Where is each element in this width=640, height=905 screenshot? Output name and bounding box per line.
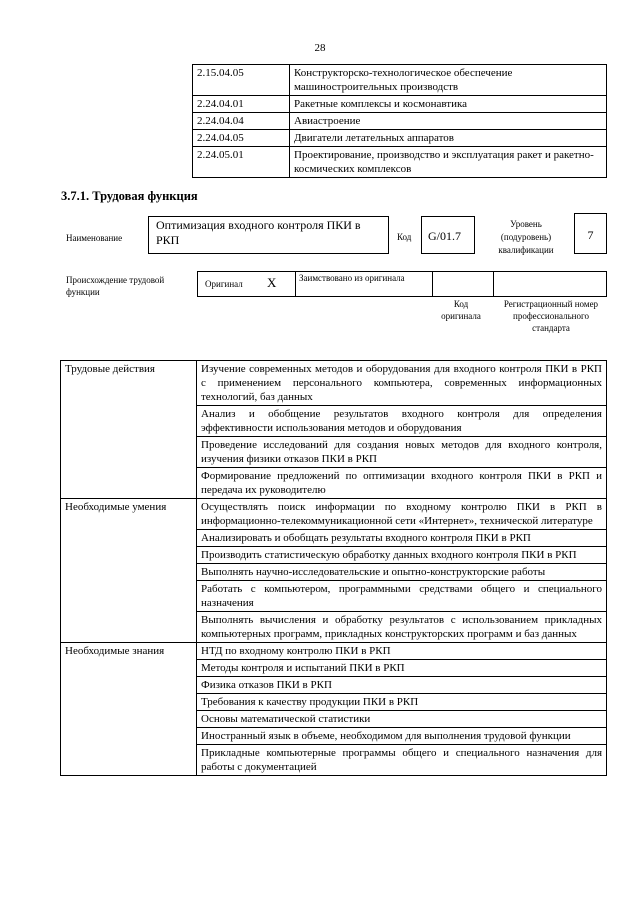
list-item: Выполнять научно-исследовательские и опытно-конструкторские работы <box>197 564 607 581</box>
list-item: Методы контроля и испытаний ПКИ в РКП <box>197 660 607 677</box>
level-box <box>574 213 607 254</box>
specialty-code: 2.24.04.05 <box>193 130 290 147</box>
row-header: Необходимые знания <box>61 643 197 776</box>
function-name-box <box>148 216 389 254</box>
list-item: Анализ и обобщение результатов входного контроля для определения эффективности использования методов и оборудования <box>197 406 607 437</box>
specialty-code: 2.24.04.04 <box>193 113 290 130</box>
list-item: Формирование предложений по оптимизации входного контроля ПКИ в РКП и передача их руководителю <box>197 468 607 499</box>
row-header: Необходимые умения <box>61 499 197 643</box>
list-item: Физика отказов ПКИ в РКП <box>197 677 607 694</box>
list-item: Прикладные компьютерные программы общего и специального назначения для работы с документацией <box>197 745 607 776</box>
specialty-name: Ракетные комплексы и космонавтика <box>290 96 607 113</box>
list-item: Иностранный язык в объеме, необходимом для выполнения трудовой функции <box>197 728 607 745</box>
page-number: 28 <box>314 42 326 54</box>
registration-number-caption: Регистрационный номер профессионального стандарта <box>503 299 599 333</box>
function-code-value: G/01.7 <box>428 229 461 243</box>
level-label: Уровень (подуровень) квалификации <box>498 219 554 255</box>
function-code-box <box>421 216 475 254</box>
list-item: Изучение современных методов и оборудования для входного контроля ПКИ в РКП с применением персонального компьютера, современных информационных технологий, баз данных <box>197 361 607 406</box>
specialty-code: 2.15.04.05 <box>193 65 290 96</box>
table-row <box>61 643 607 660</box>
function-details-table <box>60 360 607 776</box>
specialty-name: Проектирование, производство и эксплуатация ракет и ракетно-космических комплексов <box>290 147 607 178</box>
list-item: Работать с компьютером, программными средствами общего и специального назначения <box>197 581 607 612</box>
list-item: Производить статистическую обработку данных входного контроля ПКИ в РКП <box>197 547 607 564</box>
list-item: Основы математической статистики <box>197 711 607 728</box>
original-mark: X <box>267 275 277 290</box>
specialty-codes-table <box>60 64 607 178</box>
section-title: 3.7.1. Трудовая функция <box>61 189 198 203</box>
function-name-value: Оптимизация входного контроля ПКИ в РКП <box>156 218 361 247</box>
row-header: Трудовые действия <box>61 361 197 499</box>
original-label: Оригинал <box>205 279 243 289</box>
table-row <box>61 361 607 406</box>
specialty-code: 2.24.05.01 <box>193 147 290 178</box>
list-item: НТД по входному контролю ПКИ в РКП <box>197 643 607 660</box>
code-original-caption: Код оригинала <box>441 299 481 321</box>
name-label: Наименование <box>66 233 123 243</box>
list-item: Анализировать и обобщать результаты входного контроля ПКИ в РКП <box>197 530 607 547</box>
specialty-name: Двигатели летательных аппаратов <box>290 130 607 147</box>
table-row <box>61 499 607 530</box>
list-item: Проведение исследований для создания новых методов для входного контроля, изучения физики отказов ПКИ в РКП <box>197 437 607 468</box>
specialty-name: Авиастроение <box>290 113 607 130</box>
level-value: 7 <box>587 228 594 242</box>
list-item: Выполнять вычисления и обработку результатов с использованием прикладных компьютерных программ, прикладных конструкторских программ и баз данных <box>197 612 607 643</box>
origin-box <box>197 271 607 297</box>
specialty-code: 2.24.04.01 <box>193 96 290 113</box>
specialty-name: Конструкторско-технологическое обеспечение машиностроительных производств <box>290 65 607 96</box>
borrowed-label: Заимствовано из оригинала <box>299 273 405 283</box>
list-item: Требования к качеству продукции ПКИ в РКП <box>197 694 607 711</box>
table-row <box>60 65 607 96</box>
code-label: Код <box>397 232 412 242</box>
origin-label: Происхождение трудовой функции <box>66 275 165 297</box>
list-item: Осуществлять поиск информации по входному контролю ПКИ в РКП в информационно-телекоммуникационной сети «Интернет», технической литературе <box>197 499 607 530</box>
